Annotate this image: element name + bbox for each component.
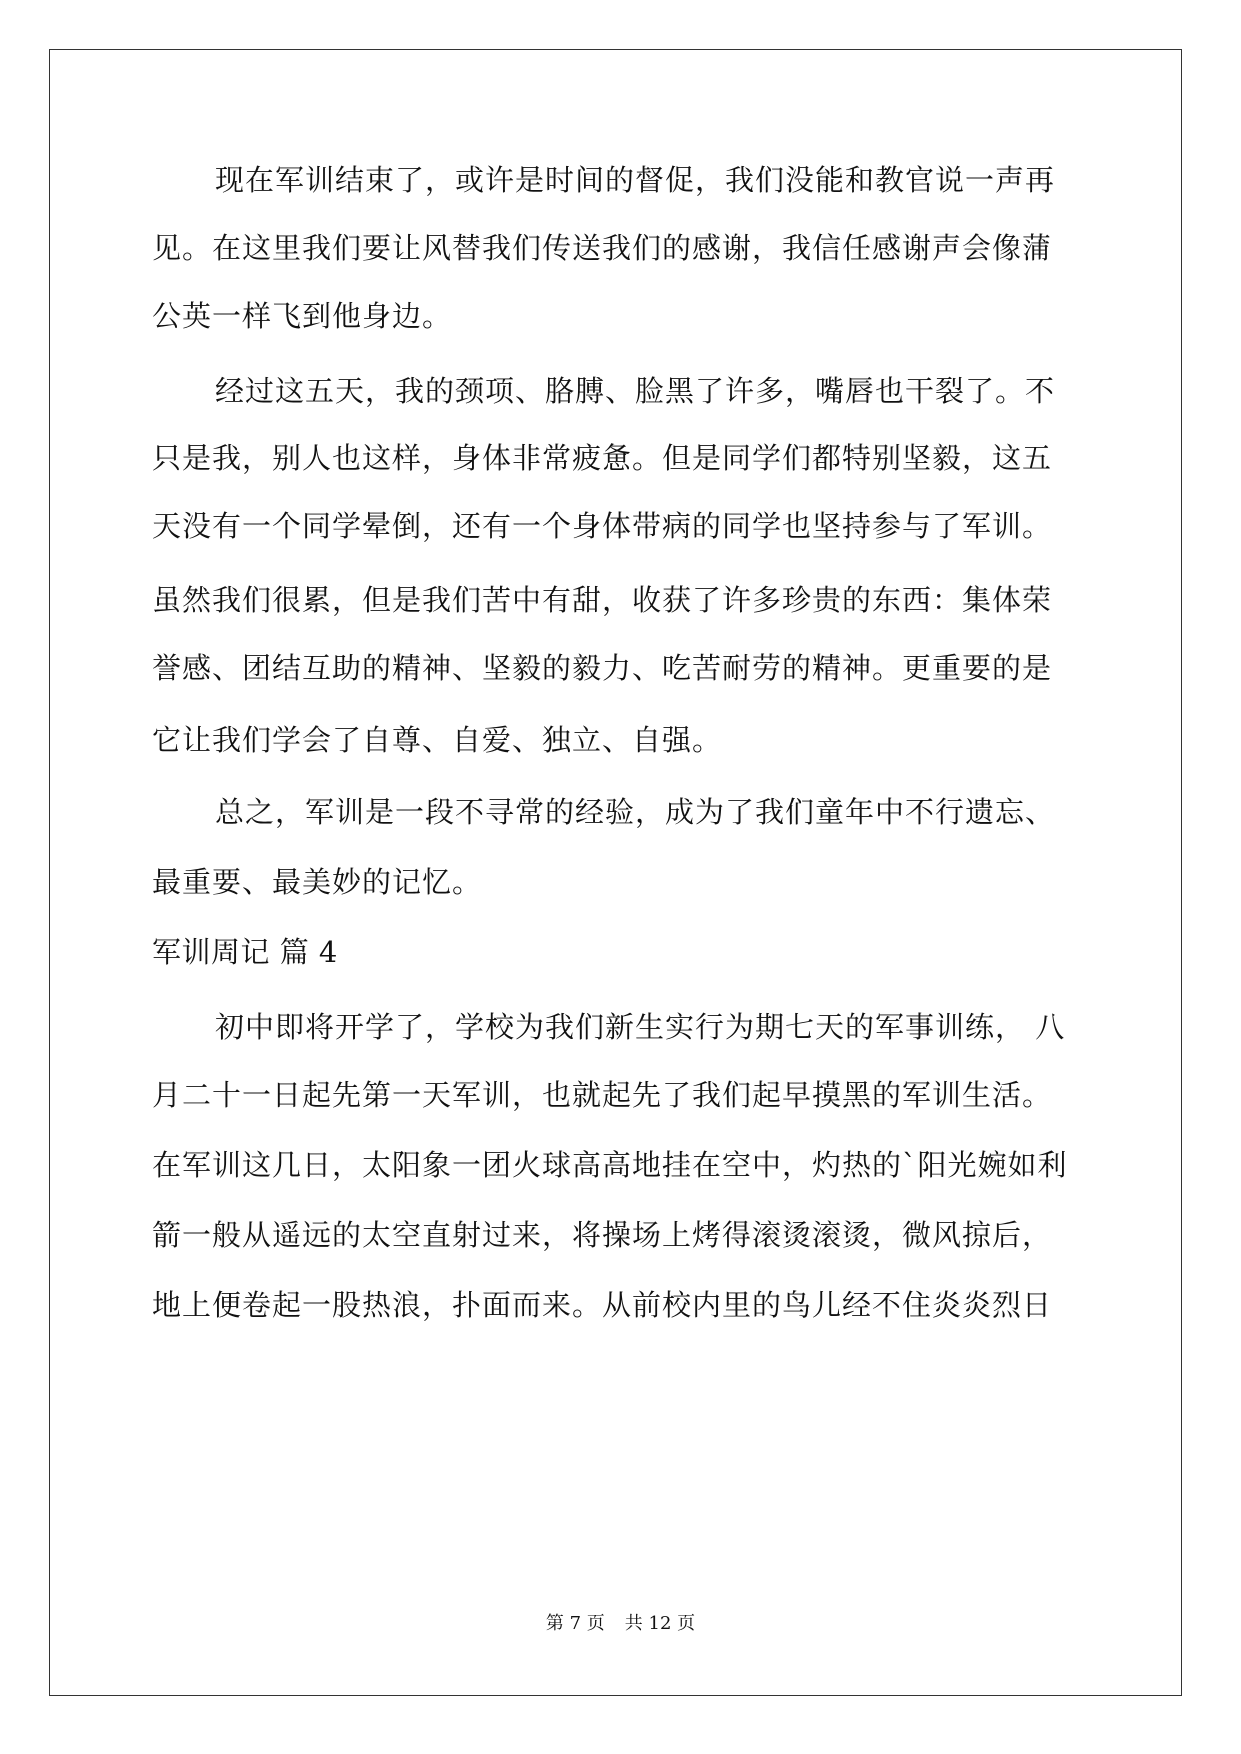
paragraph-line: 见。在这里我们要让风替我们传送我们的感谢，我信任感谢声会像蒲 [152,231,1053,265]
paragraph-line: 公英一样飞到他身边。 [152,299,453,333]
paragraph-line: 最重要、最美妙的记忆。 [152,865,483,899]
paragraph-line: 初中即将开学了，学校为我们新生实行为期七天的军事训练， 八 [215,1010,1066,1044]
page-footer [0,1612,1241,1636]
paragraph-line: 在军训这几日，太阳象一团火球高高地挂在空中，灼热的`阳光婉如利 [152,1148,1068,1182]
paragraph-line: 箭一般从遥远的太空直射过来，将操场上烤得滚烫滚烫，微风掠后， [152,1218,1053,1252]
section-heading: 军训周记 篇 4 [152,935,338,969]
paragraph-line: 它让我们学会了自尊、自爱、独立、自强。 [152,723,723,757]
page-total: 共 12 页 [624,1613,696,1634]
paragraph-line: 月二十一日起先第一天军训，也就起先了我们起早摸黑的军训生活。 [152,1078,1053,1112]
paragraph-line: 虽然我们很累，但是我们苦中有甜，收获了许多珍贵的东西：集体荣 [152,583,1053,617]
paragraph-line: 现在军训结束了，或许是时间的督促，我们没能和教官说一声再 [215,163,1056,197]
paragraph-line: 地上便卷起一股热浪，扑面而来。从前校内里的鸟儿经不住炎炎烈日 [152,1288,1053,1322]
page-number: 第 7 页 [545,1613,605,1634]
paragraph-line: 天没有一个同学晕倒，还有一个身体带病的同学也坚持参与了军训。 [152,509,1053,543]
paragraph-line: 誉感、团结互助的精神、坚毅的毅力、吃苦耐劳的精神。更重要的是 [152,651,1053,685]
paragraph-line: 经过这五天，我的颈项、胳膊、脸黑了许多，嘴唇也干裂了。不 [215,374,1056,408]
paragraph-line: 只是我，别人也这样，身体非常疲惫。但是同学们都特别坚毅，这五 [152,441,1053,475]
paragraph-line: 总之，军训是一段不寻常的经验，成为了我们童年中不行遗忘、 [215,795,1056,829]
